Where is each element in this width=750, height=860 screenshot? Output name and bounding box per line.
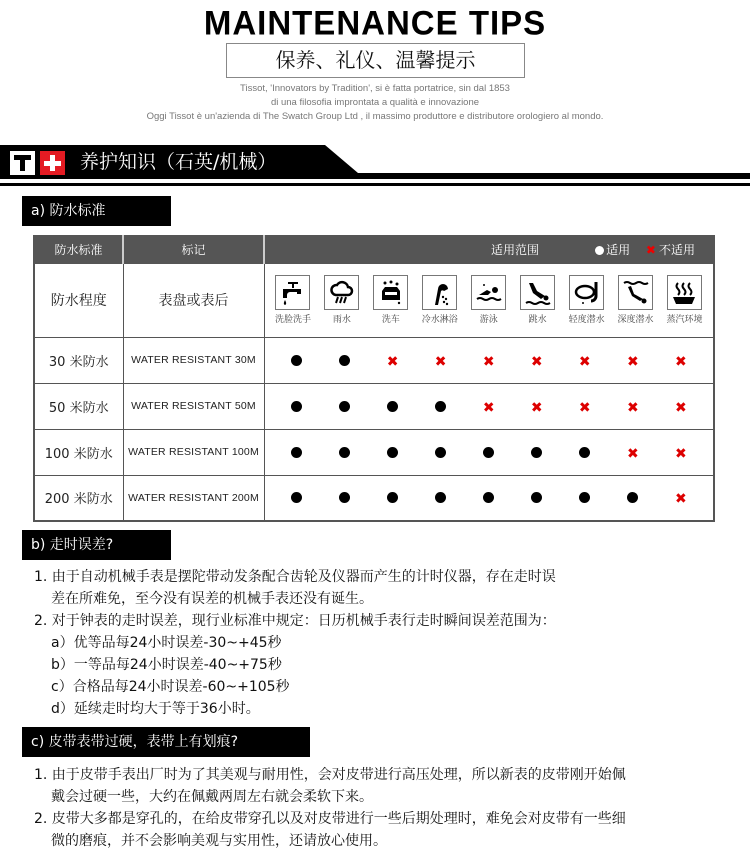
table-row bbox=[34, 383, 714, 429]
not-suitable-cross-icon: ✖ bbox=[578, 399, 591, 416]
snorkel-icon bbox=[573, 279, 601, 307]
header-range bbox=[264, 236, 714, 263]
table-header-row bbox=[34, 236, 714, 263]
activity-shower bbox=[417, 275, 463, 325]
activity-label: 冷水淋浴 bbox=[421, 315, 458, 325]
legend-ok: 适用 bbox=[606, 243, 631, 258]
row-marking: WATER RESISTANT 100M bbox=[123, 429, 264, 475]
strap-p1-line2: 戴会过硬一些，大约在佩戴两周左右就会柔软下来。 bbox=[51, 789, 373, 805]
time-error-p1-line2: 差在所难免，至今没有误差的机械手表还没有诞生。 bbox=[51, 591, 373, 607]
suitable-dot-icon bbox=[531, 447, 542, 458]
strap-p2-line2: 微的磨痕，并不会影响美观与实用性，还请放心使用。 bbox=[51, 833, 387, 849]
suitable-dot-icon bbox=[339, 492, 350, 503]
not-suitable-cross-icon: ✖ bbox=[386, 353, 399, 370]
suitable-dot-icon bbox=[339, 401, 350, 412]
table-row bbox=[34, 429, 714, 475]
activity-label: 洗脸洗手 bbox=[274, 315, 311, 325]
not-suitable-cross-icon: ✖ bbox=[626, 353, 639, 370]
strap-text bbox=[34, 764, 626, 852]
car-wash-icon bbox=[377, 279, 405, 307]
not-suitable-cross-icon: ✖ bbox=[482, 399, 495, 416]
range-title: 适用范围 bbox=[491, 243, 540, 258]
suitable-dot-icon bbox=[339, 447, 350, 458]
suitable-dot-icon bbox=[531, 492, 542, 503]
not-suitable-cross-icon: ✖ bbox=[626, 445, 639, 462]
activity-label: 深度潜水 bbox=[617, 315, 654, 325]
suitable-dot-icon bbox=[435, 447, 446, 458]
not-suitable-cross-icon: ✖ bbox=[675, 491, 687, 508]
activity-label: 跳水 bbox=[528, 315, 547, 325]
steam-icon bbox=[670, 279, 698, 307]
suitable-dot-icon bbox=[579, 447, 590, 458]
activity-diving bbox=[515, 275, 561, 325]
time-error-item-c: c）合格品每24小时误差-60~+105秒 bbox=[51, 679, 290, 695]
legend-dot-icon bbox=[595, 246, 604, 255]
time-error-item-a: a）优等品每24小时误差-30~+45秒 bbox=[51, 635, 282, 651]
row-marking: WATER RESISTANT 50M bbox=[123, 383, 264, 429]
row-marking: WATER RESISTANT 200M bbox=[123, 475, 264, 521]
section-title: 养护知识（石英/机械） bbox=[80, 151, 277, 173]
activity-car-wash bbox=[368, 275, 414, 325]
not-suitable-cross-icon: ✖ bbox=[626, 399, 639, 416]
activity-faucet bbox=[270, 275, 316, 325]
main-title: MAINTENANCE TIPS bbox=[203, 3, 547, 42]
section-header-bar bbox=[0, 145, 750, 185]
legend bbox=[595, 241, 695, 258]
suitable-dot-icon bbox=[579, 492, 590, 503]
suitable-dot-icon bbox=[291, 355, 302, 366]
activity-swimming bbox=[466, 275, 512, 325]
strap-p2-line1: 2. 皮带大多都是穿孔的，在给皮带穿孔以及对皮带进行一些后期处理时，难免会对皮带有一些细 bbox=[34, 811, 626, 827]
suitable-dot-icon bbox=[291, 492, 302, 503]
activity-deep-dive bbox=[613, 275, 659, 325]
swiss-cross-logo-icon bbox=[40, 151, 65, 175]
activity-label: 游泳 bbox=[479, 315, 498, 325]
activity-label: 蒸汽环境 bbox=[666, 315, 703, 325]
not-suitable-cross-icon: ✖ bbox=[675, 445, 687, 462]
label-strap: c) 皮带表带过硬，表带上有划痕? bbox=[22, 727, 310, 757]
swimming-icon bbox=[475, 279, 503, 307]
water-resistance-table bbox=[33, 235, 715, 522]
suitable-dot-icon bbox=[627, 492, 638, 503]
not-suitable-cross-icon: ✖ bbox=[530, 399, 543, 416]
activity-label: 雨水 bbox=[332, 315, 351, 325]
marking-label: 表盘或表后 bbox=[123, 263, 264, 337]
blurb-line-2: di una filosofia improntata a qualità e innovazione bbox=[270, 97, 480, 108]
icon-row bbox=[34, 263, 714, 337]
suitable-dot-icon bbox=[291, 447, 302, 458]
shower-icon bbox=[426, 279, 454, 307]
subtitle-box: 保养、礼仪、温馨提示 bbox=[226, 43, 525, 78]
time-error-p1-line1: 1. 由于自动机械手表是摆陀带动发条配合齿轮及仪器而产生的计时仪器，存在走时误 bbox=[34, 569, 556, 585]
activity-label: 洗车 bbox=[381, 315, 400, 325]
activity-label: 轻度潜水 bbox=[568, 315, 605, 325]
time-error-p2: 2. 对于钟表的走时误差，现行业标准中规定：日历机械手表行走时瞬间误差范围为： bbox=[34, 613, 556, 629]
time-error-text bbox=[34, 566, 556, 720]
suitable-dot-icon bbox=[291, 401, 302, 412]
suitable-dot-icon bbox=[339, 355, 350, 366]
table-row bbox=[34, 475, 714, 521]
suitable-dot-icon bbox=[387, 447, 398, 458]
label-water-resistance: a) 防水标准 bbox=[22, 196, 171, 226]
not-suitable-cross-icon: ✖ bbox=[675, 399, 687, 416]
time-error-item-d: d）延续走时均大于等于36小时。 bbox=[51, 701, 260, 717]
not-suitable-cross-icon: ✖ bbox=[675, 353, 687, 370]
suitable-dot-icon bbox=[387, 401, 398, 412]
tissot-t-logo-icon bbox=[10, 151, 35, 175]
table-row bbox=[34, 337, 714, 383]
diving-icon bbox=[524, 279, 552, 307]
activity-rain bbox=[319, 275, 365, 325]
row-depth: 50 米防水 bbox=[34, 383, 123, 429]
suitable-dot-icon bbox=[483, 447, 494, 458]
deep-dive-icon bbox=[622, 279, 650, 307]
suitable-dot-icon bbox=[435, 492, 446, 503]
suitable-dot-icon bbox=[483, 492, 494, 503]
faucet-icon bbox=[279, 279, 307, 307]
header-standard: 防水标准 bbox=[34, 236, 123, 263]
blurb-line-3: Oggi Tissot è un'azienda di The Swatch Group Ltd , il massimo produttore e distributore orologiero al mondo. bbox=[146, 111, 604, 122]
activity-steam bbox=[661, 275, 707, 325]
strap-p1-line1: 1. 由于皮带手表出厂时为了其美观与耐用性，会对皮带进行高压处理，所以新表的皮带刚开始佩 bbox=[34, 767, 626, 783]
blurb-line-1: Tissot, 'Innovators by Tradition', si è fatta portatrice, sin dal 1853 bbox=[240, 83, 510, 94]
row-depth: 100 米防水 bbox=[34, 429, 123, 475]
not-suitable-cross-icon: ✖ bbox=[530, 353, 543, 370]
section-divider bbox=[0, 183, 750, 186]
activity-snorkel bbox=[564, 275, 610, 325]
time-error-item-b: b）一等品每24小时误差-40~+75秒 bbox=[51, 657, 282, 673]
header-marking: 标记 bbox=[123, 236, 264, 263]
level-label: 防水程度 bbox=[34, 263, 123, 337]
row-depth: 200 米防水 bbox=[34, 475, 123, 521]
suitable-dot-icon bbox=[387, 492, 398, 503]
legend-cross-icon: ✖ bbox=[645, 243, 656, 258]
not-suitable-cross-icon: ✖ bbox=[482, 353, 495, 370]
row-marking: WATER RESISTANT 30M bbox=[123, 337, 264, 383]
not-suitable-cross-icon: ✖ bbox=[578, 353, 591, 370]
suitable-dot-icon bbox=[435, 401, 446, 412]
label-time-error: b) 走时误差? bbox=[22, 530, 171, 560]
not-suitable-cross-icon: ✖ bbox=[434, 353, 447, 370]
activity-icons bbox=[265, 275, 714, 325]
rain-icon bbox=[328, 279, 356, 307]
row-depth: 30 米防水 bbox=[34, 337, 123, 383]
legend-no: 不适用 bbox=[658, 243, 695, 258]
